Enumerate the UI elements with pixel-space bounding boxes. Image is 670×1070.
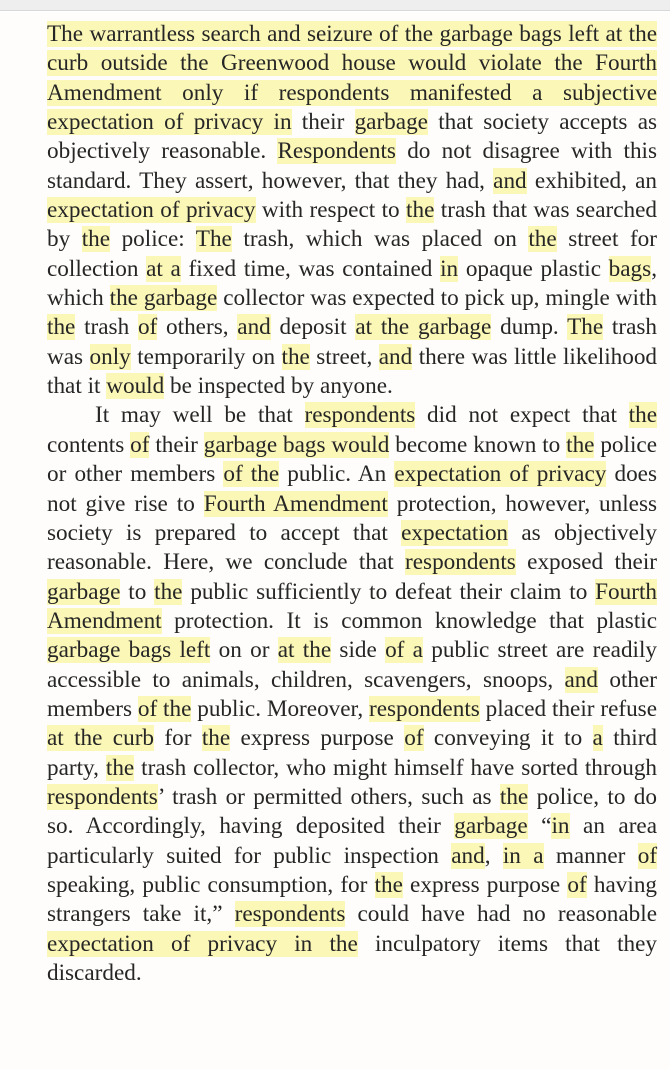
text-segment: police or other members: [47, 431, 657, 488]
highlighted-text: expectation: [401, 519, 509, 546]
highlighted-text: of: [137, 314, 158, 341]
highlighted-text: bags: [608, 255, 652, 282]
highlighted-text: the: [566, 431, 595, 458]
highlighted-text: Fourth Amendment: [47, 578, 657, 634]
highlighted-text: respondents: [47, 783, 158, 810]
text-segment: their: [149, 431, 204, 458]
text-segment: express purpose: [402, 871, 568, 898]
highlighted-text: garbage: [47, 578, 121, 605]
highlighted-text: The: [195, 226, 232, 253]
text-segment: for: [154, 725, 202, 752]
text-segment: ,: [484, 842, 503, 869]
highlighted-text: at the curb: [47, 725, 155, 752]
paragraph-2: [47, 401, 657, 988]
text-segment: inculpatory items that they discarded.: [47, 930, 658, 986]
highlighted-text: expectation of privacy: [394, 461, 607, 488]
text-segment: conveying it to: [423, 725, 593, 752]
text-segment: their: [291, 109, 355, 136]
text-segment: trash, which was placed on: [231, 226, 529, 253]
highlighted-text: respondents: [405, 549, 516, 576]
highlighted-text: of a: [385, 637, 423, 664]
text-segment: as objectively reasonable. Here, we conclude that: [47, 519, 657, 576]
text-segment: ’ trash or permitted others, such as: [157, 783, 500, 810]
highlighted-text: respondents: [304, 402, 416, 429]
text-segment: police, to do so. Accordingly, having deposited their: [47, 783, 657, 840]
highlighted-text: and: [237, 314, 271, 341]
highlighted-text: a: [592, 725, 603, 752]
text-segment: , which: [47, 255, 657, 312]
text-segment: opaque plastic: [458, 255, 609, 282]
text-segment: there was little likelihood that it: [47, 343, 658, 400]
text-segment: placed their refuse: [479, 695, 657, 722]
text-segment: dump.: [491, 314, 568, 341]
highlighted-text: at the: [277, 637, 332, 664]
text-segment: trash: [75, 314, 138, 341]
text-segment: public. An: [279, 461, 395, 488]
highlighted-text: and: [378, 343, 413, 370]
text-segment: to: [120, 578, 155, 605]
highlighted-text: of: [130, 431, 150, 458]
highlighted-text: the: [154, 578, 183, 605]
text-segment: street for collection: [47, 226, 657, 282]
text-segment: become known to: [389, 431, 567, 458]
text-segment: collector was expected to pick up, mingle with: [217, 285, 657, 312]
highlighted-text: garbage bags left: [47, 637, 211, 664]
text-segment: an area particularly suited for public inspection: [47, 813, 658, 869]
highlighted-text: the: [528, 226, 557, 253]
document-text: [47, 20, 657, 988]
text-segment: public. Moreover,: [191, 695, 370, 722]
highlighted-text: of: [567, 871, 587, 898]
text-segment: that society accepts as objectively reasonable.: [47, 109, 658, 165]
highlighted-text: of the: [137, 695, 192, 722]
highlighted-text: and: [564, 666, 598, 693]
text-segment: other members: [47, 666, 657, 722]
text-segment: public sufficiently to defeat their claim to: [182, 578, 596, 605]
text-segment: fixed time, was contained: [180, 255, 441, 282]
highlighted-text: of: [637, 842, 658, 869]
highlighted-text: respondents: [234, 901, 346, 928]
text-segment: could have had no reasonable: [345, 901, 658, 928]
highlighted-text: and: [451, 842, 485, 869]
highlighted-text: expectation of privacy: [47, 197, 256, 224]
highlighted-text: garbage: [454, 813, 528, 840]
highlighted-text: the: [499, 783, 529, 810]
highlighted-text: the garbage: [109, 285, 218, 312]
highlighted-text: Fourth Amendment: [203, 490, 388, 517]
highlighted-text: at a: [146, 255, 181, 282]
text-segment: having strangers take it,”: [47, 871, 658, 928]
highlighted-text: in a: [502, 842, 544, 869]
highlighted-text: Respondents: [277, 138, 396, 165]
text-segment: manner: [543, 842, 638, 869]
text-segment: express purpose: [230, 725, 405, 752]
text-segment: with respect to: [255, 197, 407, 224]
text-segment: do not disagree with this standard. They assert, however, that they had,: [47, 138, 658, 194]
highlighted-text: would: [106, 373, 165, 400]
text-segment: exhibited, an: [526, 167, 657, 194]
highlighted-text: The: [567, 314, 604, 341]
highlighted-text: The warrantless search and seizure of the garbage bags left at the curb outside the Greenwood house would violate the Fourth Amendment only if respondents manifested a subjective expectation of privacy in: [47, 21, 657, 136]
text-segment: It may well be that: [95, 402, 305, 429]
highlighted-text: the: [406, 197, 435, 224]
highlighted-text: expectation of privacy in the: [47, 930, 358, 957]
highlighted-text: the: [81, 226, 111, 253]
highlighted-text: of the: [223, 461, 280, 488]
text-segment: public street are readily accessible to animals, children, scavengers, snoops,: [47, 637, 658, 693]
paragraph-1: [47, 20, 657, 401]
text-segment: deposit: [270, 314, 356, 341]
text-segment: protection. It is common knowledge that plastic: [161, 607, 657, 634]
highlighted-text: of: [404, 725, 424, 752]
text-segment: “: [527, 813, 552, 840]
text-segment: others,: [157, 314, 238, 341]
text-segment: protection, however, unless society is prepared to accept that: [47, 490, 657, 546]
highlighted-text: garbage: [354, 109, 428, 136]
highlighted-text: garbage bags would: [203, 431, 390, 458]
highlighted-text: at the garbage: [355, 314, 492, 341]
highlighted-text: in: [551, 813, 570, 840]
text-segment: police:: [110, 226, 196, 253]
text-segment: speaking, public consumption, for: [47, 871, 375, 898]
text-segment: contents: [47, 431, 131, 458]
text-segment: does not give rise to: [47, 461, 657, 517]
text-segment: exposed their: [515, 549, 657, 576]
highlighted-text: the: [47, 314, 76, 341]
highlighted-text: respondents: [369, 695, 480, 722]
text-segment: third party,: [47, 725, 658, 781]
highlighted-text: in: [440, 255, 459, 282]
text-segment: be inspected by anyone.: [164, 373, 393, 400]
highlighted-text: only: [89, 343, 131, 370]
text-segment: street,: [309, 343, 379, 370]
highlighted-text: the: [105, 754, 135, 781]
text-segment: did not expect that: [415, 402, 629, 429]
viewer-top-bar: [0, 0, 670, 11]
document-page: [0, 12, 670, 1070]
highlighted-text: the: [628, 402, 657, 429]
text-segment: on or: [210, 637, 278, 664]
highlighted-text: and: [493, 167, 527, 194]
highlighted-text: the: [281, 343, 310, 370]
text-segment: temporarily on: [130, 343, 282, 370]
highlighted-text: the: [201, 725, 231, 752]
highlighted-text: the: [374, 871, 403, 898]
text-segment: trash that was searched by: [47, 197, 657, 253]
text-segment: trash collector, who might himself have sorted through: [134, 754, 658, 781]
text-segment: trash was: [47, 314, 657, 370]
text-segment: side: [331, 637, 386, 664]
